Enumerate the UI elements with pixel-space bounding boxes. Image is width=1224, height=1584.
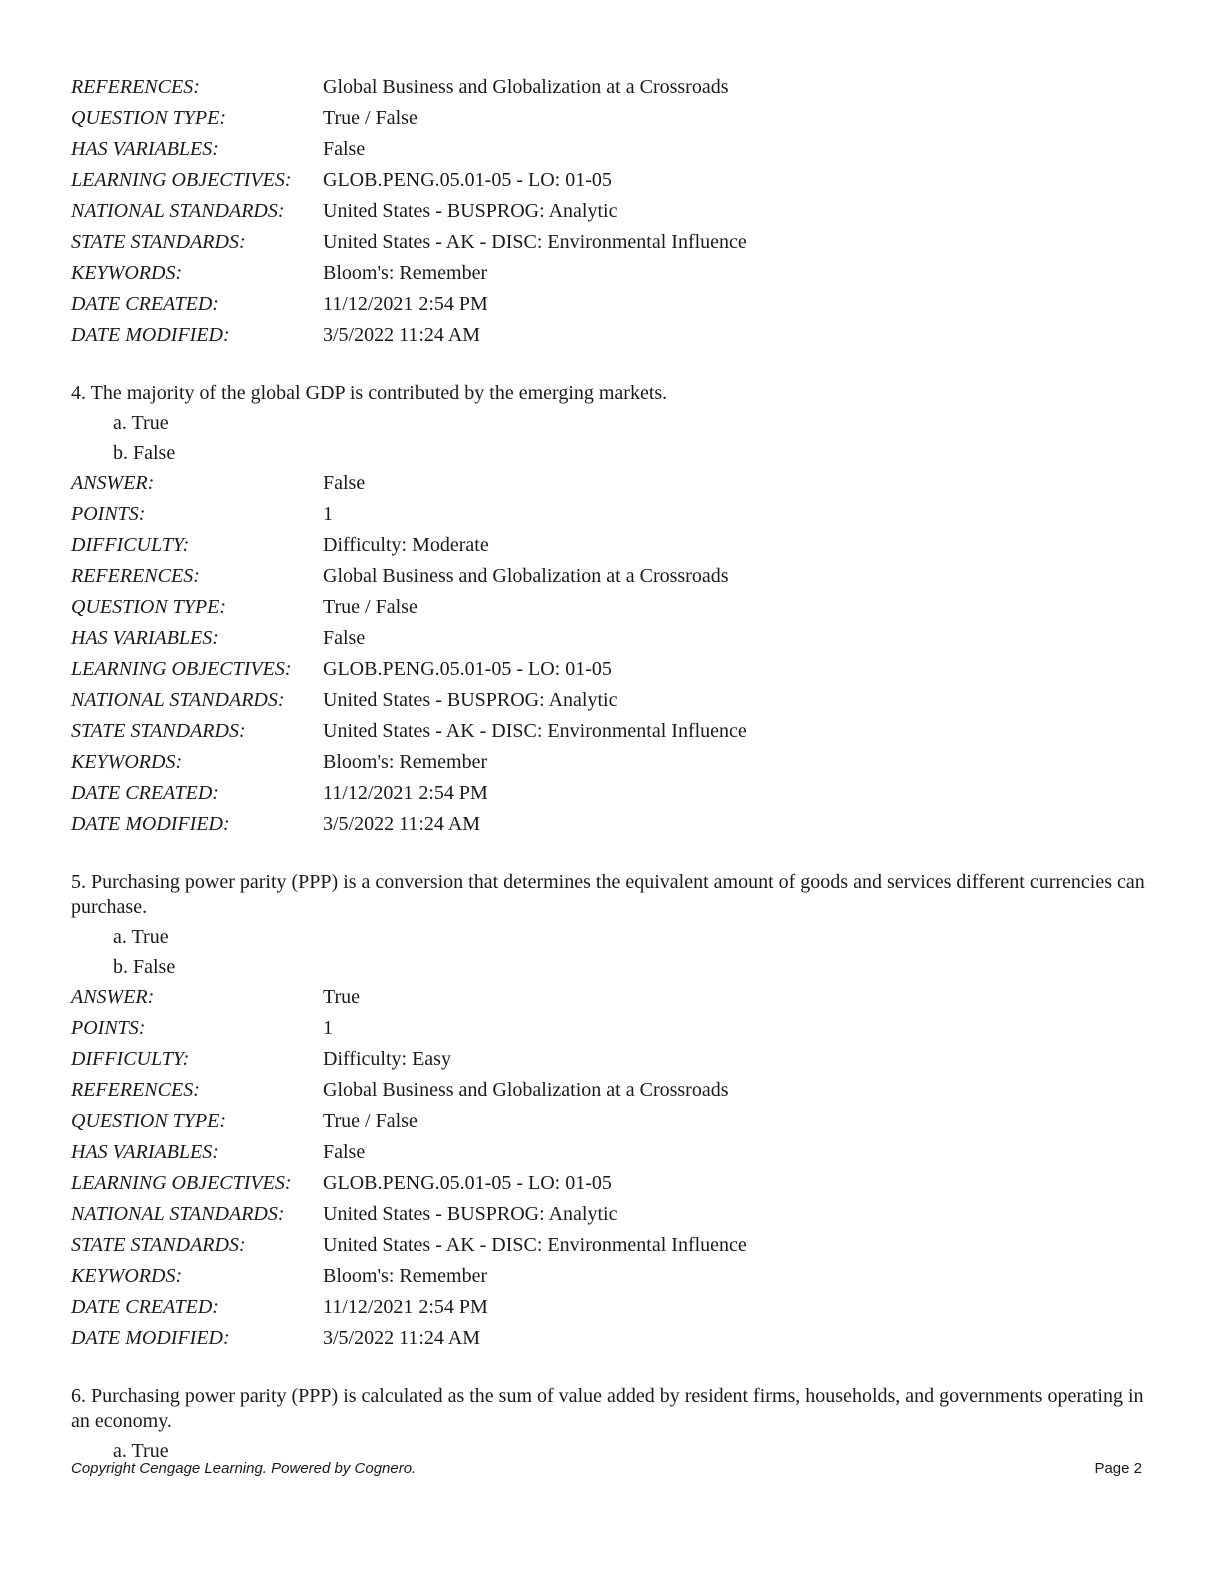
meta-value: 11/12/2021 2:54 PM [323, 1296, 488, 1318]
meta-row-answer [71, 468, 1156, 499]
meta-value: GLOB.PENG.05.01-05 - LO: 01-05 [323, 1172, 612, 1194]
meta-row-points [71, 499, 1156, 530]
meta-row-answer [71, 982, 1156, 1013]
page-footer [71, 1460, 1142, 1477]
meta-row-date-modified [71, 809, 1156, 840]
meta-label: REFERENCES: [71, 565, 200, 587]
meta-value: United States - BUSPROG: Analytic [323, 689, 618, 711]
meta-label: POINTS: [71, 1017, 146, 1039]
meta-label: DATE MODIFIED: [71, 324, 230, 346]
question-6-text: 6. Purchasing power parity (PPP) is calculated as the sum of value added by resident firms, households, and governments operating in an economy. [71, 1385, 1144, 1432]
meta-value: Global Business and Globalization at a Crossroads [323, 76, 729, 98]
meta-value: GLOB.PENG.05.01-05 - LO: 01-05 [323, 658, 612, 680]
meta-label: QUESTION TYPE: [71, 596, 227, 618]
meta-row-date-created [71, 778, 1156, 809]
meta-row-difficulty [71, 1044, 1156, 1075]
meta-label: DATE CREATED: [71, 782, 219, 804]
meta-row-national-standards [71, 685, 1156, 716]
meta-label: REFERENCES: [71, 1079, 200, 1101]
meta-value: United States - AK - DISC: Environmental Influence [323, 1234, 747, 1256]
meta-label: STATE STANDARDS: [71, 1234, 246, 1256]
question-5-option-b: b. False [113, 956, 176, 978]
meta-value: False [323, 472, 366, 494]
meta-label: HAS VARIABLES: [71, 627, 219, 649]
meta-row-national-standards [71, 1199, 1156, 1230]
meta-value: 1 [323, 503, 333, 525]
meta-row-question-type [71, 592, 1156, 623]
meta-label: LEARNING OBJECTIVES: [71, 1172, 292, 1194]
meta-value: Bloom's: Remember [323, 751, 488, 773]
meta-value: True / False [323, 596, 418, 618]
meta-label: DIFFICULTY: [71, 1048, 190, 1070]
meta-label: NATIONAL STANDARDS: [71, 200, 285, 222]
meta-value: 11/12/2021 2:54 PM [323, 782, 488, 804]
question-6-option-a: a. True [113, 1440, 169, 1462]
meta-value: True [323, 986, 361, 1008]
meta-value: False [323, 138, 366, 160]
meta-label: LEARNING OBJECTIVES: [71, 658, 292, 680]
meta-value: GLOB.PENG.05.01-05 - LO: 01-05 [323, 169, 612, 191]
question-5-metadata [71, 982, 1156, 1354]
meta-label: DATE CREATED: [71, 1296, 219, 1318]
meta-label: HAS VARIABLES: [71, 1141, 219, 1163]
meta-value: 3/5/2022 11:24 AM [323, 324, 481, 346]
meta-row-difficulty [71, 530, 1156, 561]
meta-value: Bloom's: Remember [323, 1265, 488, 1287]
meta-row-date-created [71, 1292, 1156, 1323]
meta-row-date-modified [71, 320, 1156, 351]
meta-label: KEYWORDS: [71, 751, 183, 773]
meta-label: DATE MODIFIED: [71, 813, 230, 835]
meta-value: 3/5/2022 11:24 AM [323, 1327, 481, 1349]
meta-value: Global Business and Globalization at a Crossroads [323, 565, 729, 587]
meta-label: QUESTION TYPE: [71, 107, 227, 129]
meta-value: United States - AK - DISC: Environmental Influence [323, 720, 747, 742]
question-5-option-a: a. True [113, 926, 169, 948]
question-4-option-b: b. False [113, 442, 176, 464]
meta-row-references [71, 1075, 1156, 1106]
meta-label: POINTS: [71, 503, 146, 525]
copyright-notice: Copyright Cengage Learning. Powered by Cognero. [71, 1460, 417, 1477]
meta-value: Difficulty: Easy [323, 1048, 451, 1070]
meta-row-date-modified [71, 1323, 1156, 1354]
meta-row-question-type [71, 103, 1156, 134]
meta-row-learning-objectives [71, 165, 1156, 196]
meta-label: DATE MODIFIED: [71, 1327, 230, 1349]
meta-value: 1 [323, 1017, 333, 1039]
meta-row-state-standards [71, 227, 1156, 258]
meta-label: ANSWER: [71, 472, 155, 494]
meta-value: 3/5/2022 11:24 AM [323, 813, 481, 835]
meta-row-learning-objectives [71, 1168, 1156, 1199]
meta-row-date-created [71, 289, 1156, 320]
meta-row-state-standards [71, 716, 1156, 747]
meta-row-state-standards [71, 1230, 1156, 1261]
question-4-option-a: a. True [113, 412, 169, 434]
meta-row-references [71, 561, 1156, 592]
meta-label: NATIONAL STANDARDS: [71, 689, 285, 711]
meta-value: Bloom's: Remember [323, 262, 488, 284]
meta-label: DATE CREATED: [71, 293, 219, 315]
document-content [71, 72, 1156, 1466]
meta-row-keywords [71, 1261, 1156, 1292]
meta-row-has-variables [71, 134, 1156, 165]
meta-value: United States - BUSPROG: Analytic [323, 1203, 618, 1225]
meta-value: 11/12/2021 2:54 PM [323, 293, 488, 315]
meta-value: United States - AK - DISC: Environmental Influence [323, 231, 747, 253]
meta-value: Difficulty: Moderate [323, 534, 489, 556]
meta-row-keywords [71, 258, 1156, 289]
meta-value: True / False [323, 107, 418, 129]
meta-value: False [323, 627, 366, 649]
meta-row-points [71, 1013, 1156, 1044]
meta-row-national-standards [71, 196, 1156, 227]
question-3-metadata [71, 72, 1156, 351]
meta-row-learning-objectives [71, 654, 1156, 685]
meta-label: QUESTION TYPE: [71, 1110, 227, 1132]
meta-value: False [323, 1141, 366, 1163]
meta-row-has-variables [71, 1137, 1156, 1168]
meta-value: True / False [323, 1110, 418, 1132]
meta-label: REFERENCES: [71, 76, 200, 98]
meta-label: NATIONAL STANDARDS: [71, 1203, 285, 1225]
meta-label: KEYWORDS: [71, 1265, 183, 1287]
meta-label: HAS VARIABLES: [71, 138, 219, 160]
question-4-metadata [71, 468, 1156, 840]
meta-row-references [71, 72, 1156, 103]
meta-label: ANSWER: [71, 986, 155, 1008]
meta-label: STATE STANDARDS: [71, 720, 246, 742]
question-5-text: 5. Purchasing power parity (PPP) is a conversion that determines the equivalent amount of goods and services different currencies can purchase. [71, 871, 1145, 918]
page-number: Page 2 [1094, 1460, 1142, 1477]
meta-row-keywords [71, 747, 1156, 778]
meta-label: STATE STANDARDS: [71, 231, 246, 253]
meta-value: Global Business and Globalization at a Crossroads [323, 1079, 729, 1101]
meta-value: United States - BUSPROG: Analytic [323, 200, 618, 222]
meta-label: DIFFICULTY: [71, 534, 190, 556]
meta-label: KEYWORDS: [71, 262, 183, 284]
question-4-text: 4. The majority of the global GDP is contributed by the emerging markets. [71, 382, 668, 404]
meta-row-has-variables [71, 623, 1156, 654]
meta-label: LEARNING OBJECTIVES: [71, 169, 292, 191]
meta-row-question-type [71, 1106, 1156, 1137]
